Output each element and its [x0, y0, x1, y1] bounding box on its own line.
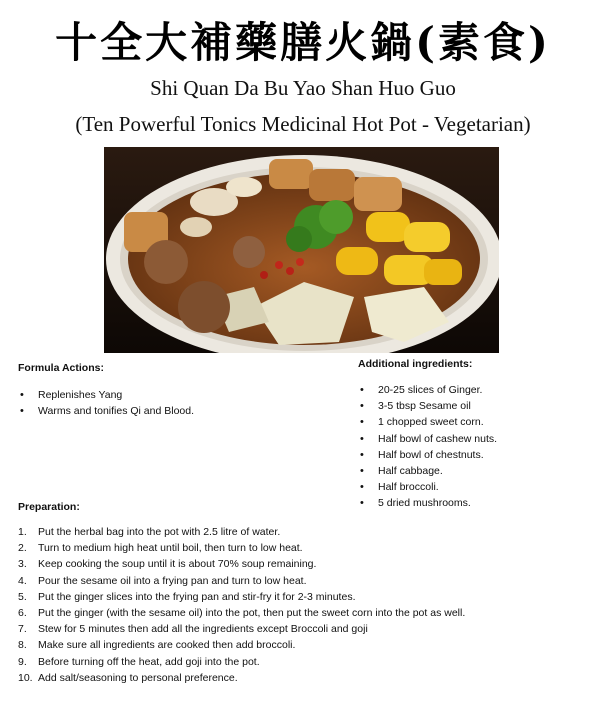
step-number: 3. — [18, 558, 27, 571]
step-number: 5. — [18, 590, 27, 603]
subtitle-english: (Ten Powerful Tonics Medicinal Hot Pot - Vegetarian) — [75, 112, 531, 136]
step-number: 1. — [18, 526, 27, 538]
step-number: 2. — [18, 542, 27, 555]
step-text: Before turning off the heat, add goji into the pot. — [38, 655, 260, 668]
list-item — [18, 637, 465, 653]
list-item — [18, 605, 465, 621]
step-text: Stew for 5 minutes then add all the ingredients except Broccoli and goji — [38, 623, 368, 636]
preparation-heading: Preparation: — [18, 501, 80, 513]
list-item: • 20-25 slices of Ginger. — [358, 382, 497, 398]
step-number: 7. — [18, 623, 27, 636]
subtitle-pinyin: Shi Quan Da Bu Yao Shan Huo Guo — [150, 76, 456, 100]
list-item: • Half broccoli. — [358, 479, 497, 495]
list-item: • 3-5 tbsp Sesame oil — [358, 398, 497, 414]
step-text: Turn to medium high heat until boil, then turn to low heat. — [38, 542, 303, 555]
list-item — [18, 670, 465, 686]
additional-ingredients-heading: Additional ingredients: — [358, 358, 473, 370]
list-item — [18, 573, 465, 589]
list-item — [18, 654, 465, 670]
hot-pot-photo — [104, 147, 499, 353]
list-item: • 1 chopped sweet corn. — [358, 414, 497, 430]
step-text: Add salt/seasoning to personal preference. — [38, 671, 238, 684]
step-text: Put the ginger slices into the frying pan and stir-fry it for 2-3 minutes. — [38, 590, 356, 603]
list-item: • Warms and tonifies Qi and Blood. — [18, 403, 194, 419]
list-item — [18, 556, 465, 572]
list-item — [18, 524, 465, 540]
list-item: • 5 dried mushrooms. — [358, 495, 497, 511]
step-text: Pour the sesame oil into a frying pan and turn to low heat. — [38, 574, 307, 587]
list-item — [18, 589, 465, 605]
list-item — [18, 540, 465, 556]
step-text: Keep cooking the soup until it is about 70% soup remaining. — [38, 558, 317, 571]
step-number: 9. — [18, 655, 27, 668]
list-item: • Half bowl of cashew nuts. — [358, 431, 497, 447]
list-item: • Half bowl of chestnuts. — [358, 447, 497, 463]
preparation-steps — [18, 524, 465, 686]
list-item: • Replenishes Yang — [18, 387, 194, 403]
step-number: 8. — [18, 639, 27, 652]
page-title: 十全大補藥膳火鍋(素食) — [55, 18, 551, 67]
list-item: • Half cabbage. — [358, 463, 497, 479]
step-text: Make sure all ingredients are cooked then add broccoli. — [38, 639, 296, 652]
step-text: Put the ginger (with the sesame oil) into the pot, then put the sweet corn into the pot as well. — [38, 606, 466, 619]
step-text: Put the herbal bag into the pot with 2.5 litre of water. — [38, 526, 281, 538]
step-number: 4. — [18, 574, 27, 587]
step-number: 6. — [18, 606, 27, 619]
list-item — [18, 621, 465, 637]
additional-ingredients-list — [358, 382, 497, 512]
step-number: 10. — [18, 671, 33, 684]
formula-actions-heading: Formula Actions: — [18, 362, 104, 374]
formula-actions-list — [18, 387, 194, 419]
